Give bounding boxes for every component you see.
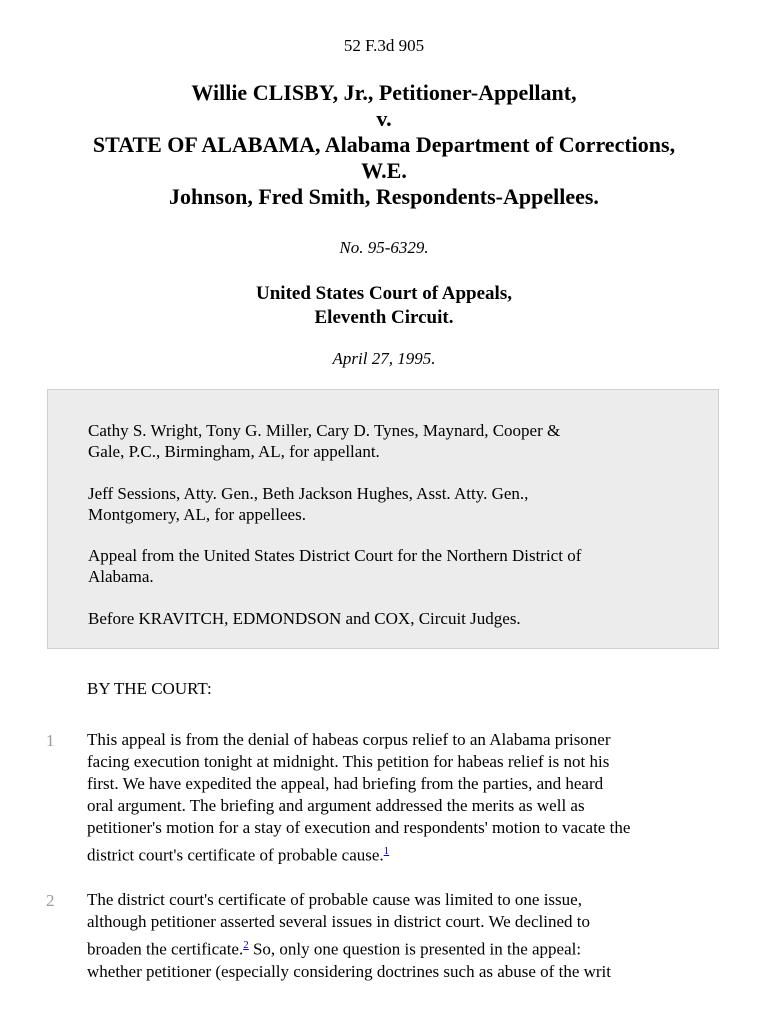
caption-respondent-line-3: Johnson, Fred Smith, Respondents-Appellees.: [169, 184, 599, 209]
paragraph-line: The district court's certificate of probable cause was limited to one issue,: [87, 890, 582, 909]
counsel-appellant-line-1: Cathy S. Wright, Tony G. Miller, Cary D. Tynes, Maynard, Cooper &: [88, 421, 561, 440]
court-name: [0, 282, 768, 330]
counsel-appellees-line-1: Jeff Sessions, Atty. Gen., Beth Jackson Hughes, Asst. Atty. Gen.,: [88, 484, 529, 503]
counsel-appellant: [88, 420, 688, 462]
paragraph-line: first. We have expedited the appeal, had briefing from the parties, and heard: [87, 774, 604, 793]
case-citation: 52 F.3d 905: [343, 36, 425, 55]
case-caption: [0, 80, 768, 210]
counsel-appellees: [88, 483, 688, 525]
footnote-link-2[interactable]: 2: [243, 939, 249, 951]
paragraph-line: petitioner's motion for a stay of execution and respondents' motion to vacate the: [87, 818, 631, 837]
court-name-line-1: United States Court of Appeals,: [256, 283, 512, 304]
caption-versus: v.: [376, 106, 392, 131]
appeal-origin: [88, 545, 688, 587]
appeal-origin-line-1: Appeal from the United States District Court for the Northern District of: [88, 546, 582, 565]
appeal-origin-line-2: Alabama.: [88, 567, 154, 586]
court-name-line-2: Eleventh Circuit.: [314, 307, 454, 328]
caption-petitioner: Willie CLISBY, Jr., Petitioner-Appellant,: [191, 80, 577, 105]
docket-number: No. 95-6329.: [339, 238, 429, 257]
footnote-ref[interactable]: [384, 842, 390, 858]
counsel-box: [47, 389, 719, 649]
panel-judges: Before KRAVITCH, EDMONDSON and COX, Circuit Judges.: [88, 609, 521, 628]
paragraph-1: [87, 729, 727, 867]
paragraph-line: district court's certificate of probable cause.: [87, 845, 384, 865]
by-the-court-heading: BY THE COURT:: [87, 679, 212, 698]
paragraph-line-with-footnote: [87, 933, 727, 961]
paragraph-line: oral argument. The briefing and argument addressed the merits as well as: [87, 796, 585, 815]
paragraph-line: whether petitioner (especially considering doctrines such as abuse of the writ: [87, 961, 611, 981]
decision-date: April 27, 1995.: [332, 349, 436, 368]
paragraph-line: So, only one question is presented in the appeal:: [248, 939, 582, 959]
paragraph-number: 2: [46, 891, 55, 910]
paragraph-line-with-footnote: [87, 839, 727, 867]
caption-respondent-line-2: W.E.: [361, 158, 407, 183]
caption-respondent-line-1: STATE OF ALABAMA, Alabama Department of Corrections,: [92, 132, 676, 157]
paragraph-line: facing execution tonight at midnight. This petition for habeas relief is not his: [87, 752, 610, 771]
paragraph-number: 1: [46, 731, 55, 750]
counsel-appellees-line-2: Montgomery, AL, for appellees.: [88, 505, 306, 524]
footnote-link-1[interactable]: 1: [383, 845, 390, 857]
paragraph-line: This appeal is from the denial of habeas corpus relief to an Alabama prisoner: [87, 730, 611, 749]
counsel-appellant-line-2: Gale, P.C., Birmingham, AL, for appellant.: [88, 442, 380, 461]
paragraph-line: broaden the certificate.: [87, 939, 244, 959]
paragraph-line: although petitioner asserted several issues in district court. We declined to: [87, 912, 590, 931]
paragraph-2: [87, 889, 727, 983]
